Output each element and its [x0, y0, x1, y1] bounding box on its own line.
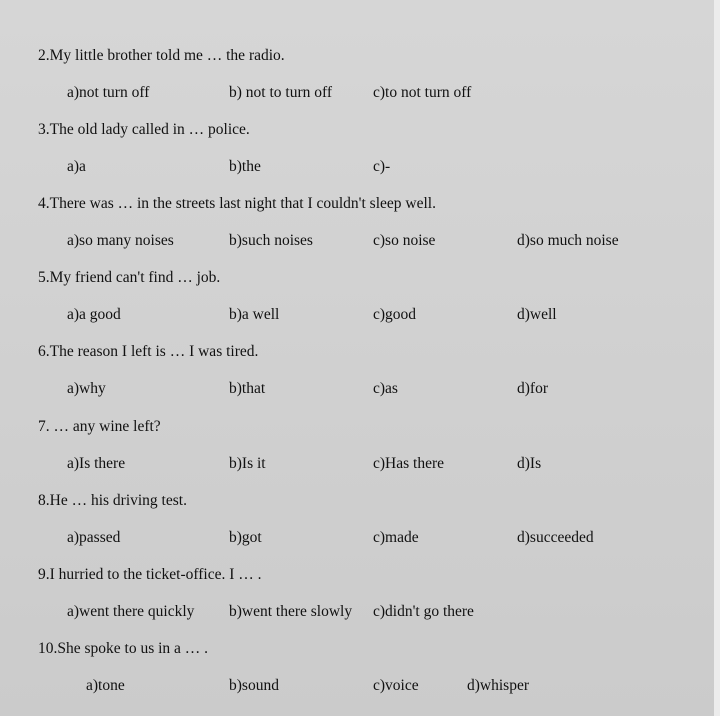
option-c: c)so noise — [373, 232, 436, 249]
option-b: b)a well — [229, 306, 280, 323]
option-a: a)why — [67, 380, 106, 397]
question-text: 10.She spoke to us in a … . — [38, 640, 209, 657]
option-c: c)good — [373, 306, 417, 323]
question-8 — [0, 490, 720, 512]
option-a: a)so many noises — [67, 232, 174, 249]
question-7 — [0, 416, 720, 438]
options-10 — [0, 675, 720, 697]
options-6 — [0, 378, 720, 400]
option-d: d)whisper — [467, 677, 529, 694]
option-a: a)not turn off — [67, 84, 150, 101]
option-c: c)Has there — [373, 455, 444, 472]
option-a: a)Is there — [67, 455, 126, 472]
option-b: b)that — [229, 380, 266, 397]
question-text: 2.My little brother told me … the radio. — [38, 47, 285, 64]
option-d: d)for — [517, 380, 548, 397]
option-b: b)the — [229, 158, 261, 175]
option-d: d)succeeded — [517, 529, 594, 546]
option-a: a)a good — [67, 306, 121, 323]
option-c: c)didn't go there — [373, 603, 474, 620]
options-8 — [0, 527, 720, 549]
option-b: b)sound — [229, 677, 279, 694]
option-d: d)Is — [517, 455, 542, 472]
option-a: a)passed — [67, 529, 121, 546]
question-text: 4.There was … in the streets last night that I couldn't sleep well. — [38, 195, 436, 212]
options-3 — [0, 156, 720, 178]
question-4 — [0, 193, 720, 215]
option-d: d)so much noise — [517, 232, 619, 249]
question-text: 7. … any wine left? — [38, 418, 161, 435]
option-d: d)well — [517, 306, 557, 323]
options-9 — [0, 601, 720, 623]
option-a: a)tone — [86, 677, 125, 694]
options-5 — [0, 304, 720, 326]
option-b: b) not to turn off — [229, 84, 333, 101]
question-text: 8.He … his driving test. — [38, 492, 187, 509]
option-b: b)such noises — [229, 232, 313, 249]
question-2 — [0, 45, 720, 67]
page-edge — [714, 0, 720, 716]
option-c: c)to not turn off — [373, 84, 472, 101]
question-text: 5.My friend can't find … job. — [38, 269, 221, 286]
option-b: b)got — [229, 529, 262, 546]
option-c: c)- — [373, 158, 391, 175]
option-c: c)voice — [373, 677, 419, 694]
question-text: 3.The old lady called in … police. — [38, 121, 250, 138]
question-text: 6.The reason I left is … I was tired. — [38, 343, 259, 360]
option-b: b)went there slowly — [229, 603, 353, 620]
question-text: 9.I hurried to the ticket-office. I … . — [38, 566, 262, 583]
options-7 — [0, 453, 720, 475]
option-c: c)made — [373, 529, 419, 546]
option-c: c)as — [373, 380, 398, 397]
options-4 — [0, 230, 720, 252]
question-5 — [0, 267, 720, 289]
question-9 — [0, 564, 720, 586]
question-10 — [0, 638, 720, 660]
question-6 — [0, 341, 720, 363]
question-3 — [0, 119, 720, 141]
option-a: a)went there quickly — [67, 603, 195, 620]
option-a: a)a — [67, 158, 86, 175]
option-b: b)Is it — [229, 455, 266, 472]
options-2 — [0, 82, 720, 104]
